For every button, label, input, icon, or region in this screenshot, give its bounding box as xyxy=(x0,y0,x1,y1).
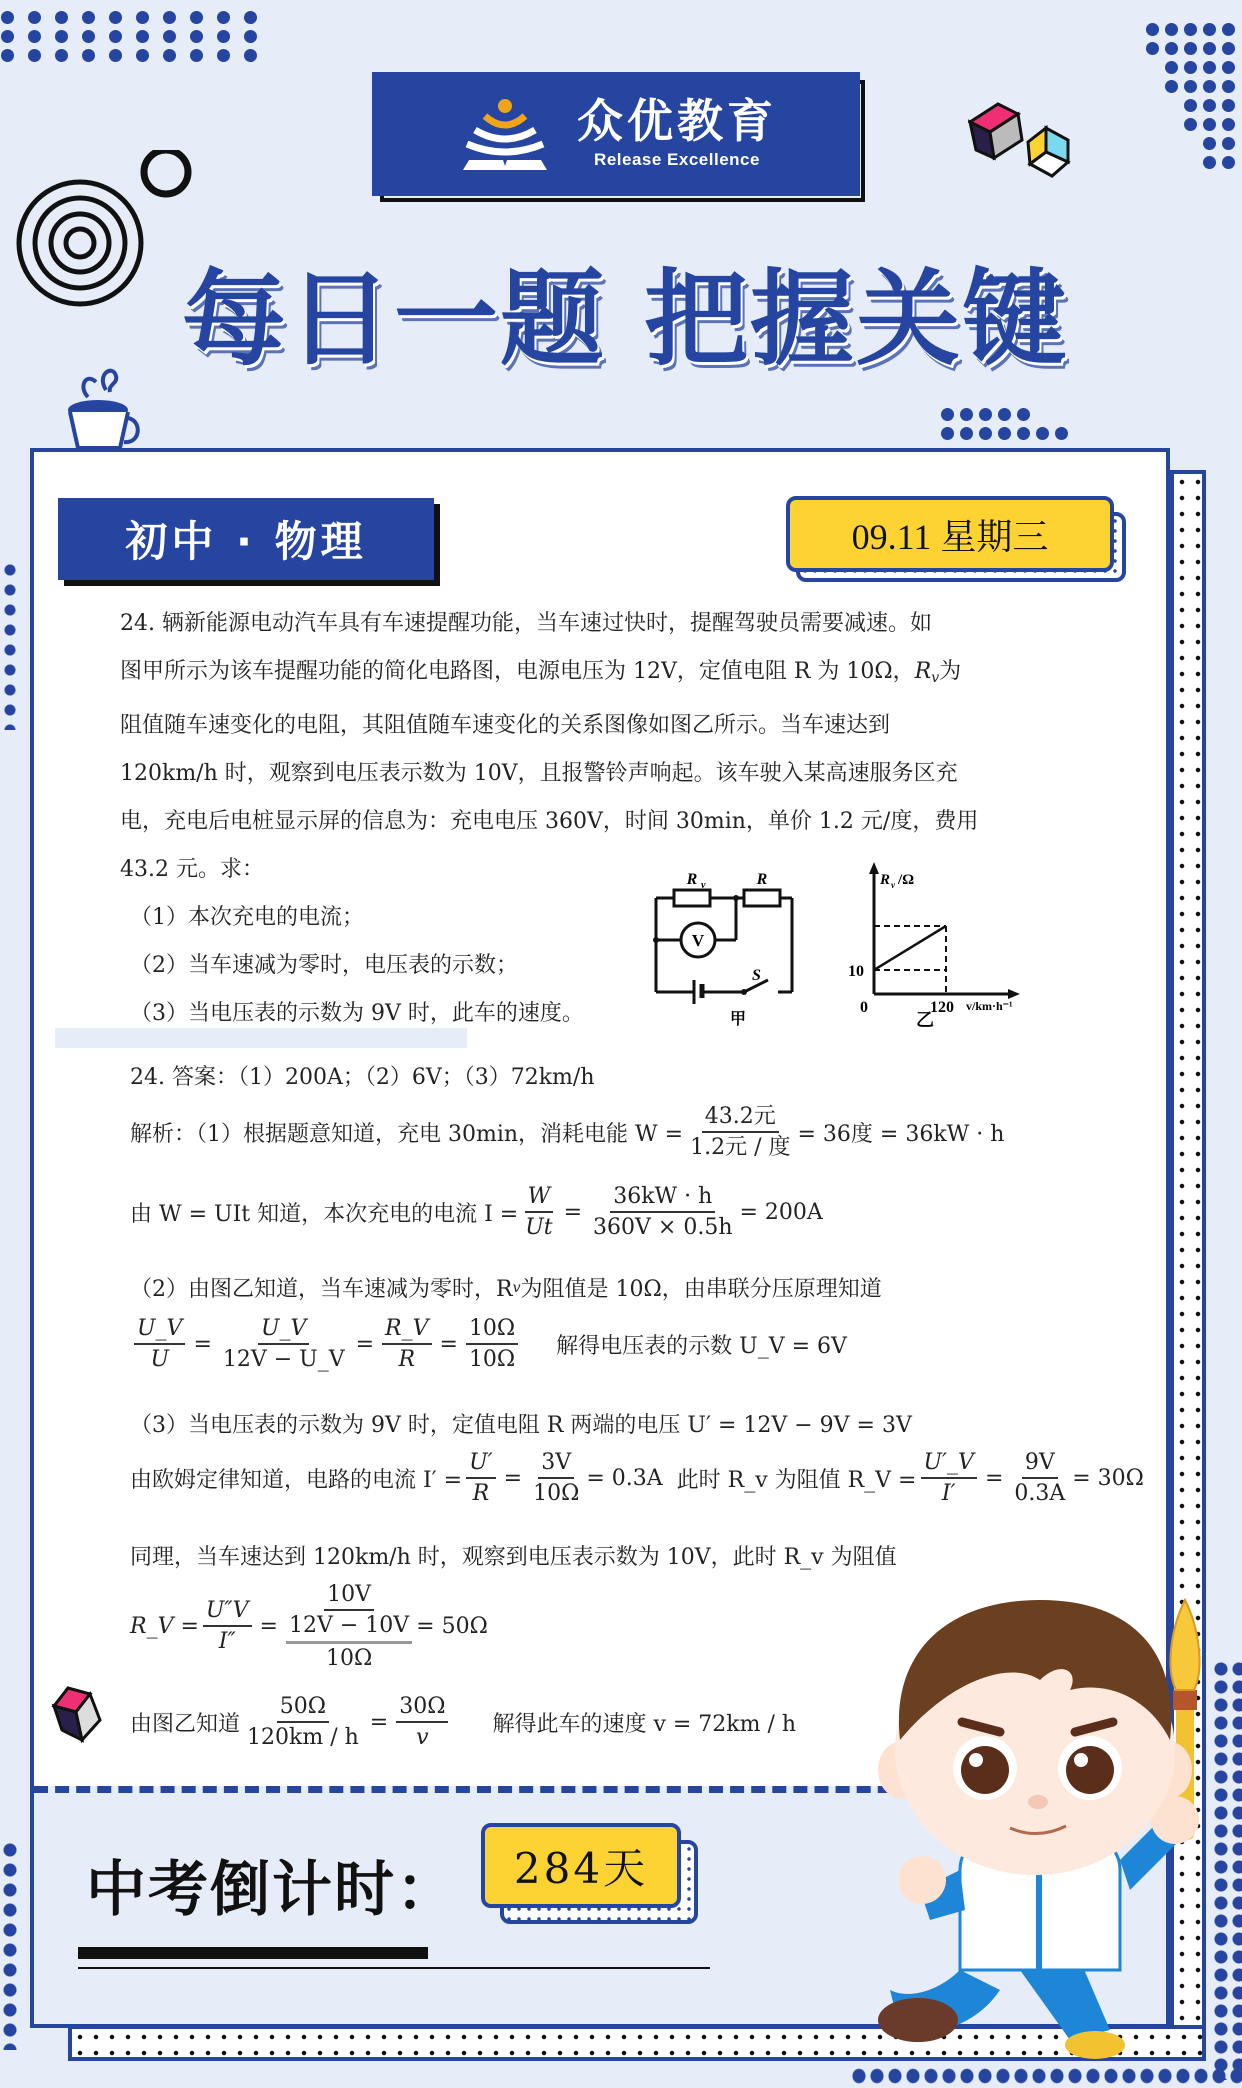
answer-part-3-intro: （3）当电压表的示数为 9V 时，定值电阻 R 两端的电压 U′ = 12V − 9V = 3V xyxy=(130,1413,912,1438)
headline: 每日一题 把握关键 xyxy=(181,258,1069,380)
circuit-and-graph-figure xyxy=(636,856,1048,1032)
caption-yi: 乙 xyxy=(916,1010,934,1030)
question-2: （2）当车速减为零时，电压表的示数； xyxy=(130,953,518,978)
dot-row-bottom xyxy=(850,2066,1242,2088)
dot-grid-mid-right xyxy=(938,405,1071,443)
answer-part-3-r50: R_V = $\frac{U''V}{I''}$ = 10V 12V − 10V 10Ω = 50Ω xyxy=(130,1582,488,1671)
svg-text:R: R xyxy=(686,871,698,888)
svg-text:v/km·h⁻¹: v/km·h⁻¹ xyxy=(966,999,1013,1013)
dot-grid-top-left xyxy=(0,8,264,65)
dot-column-left-bottom xyxy=(0,1840,22,2050)
question-1: （1）本次充电的电流； xyxy=(130,905,364,930)
countdown-label: 中考倒计时： xyxy=(86,1855,458,1925)
problem-line-3: 阻值随车速变化的电阻，其阻值随车速变化的关系图像如图乙所示。当车速达到 xyxy=(120,713,891,738)
cubes-icon xyxy=(968,100,1083,190)
cube-icon xyxy=(50,1684,110,1748)
answer-part-2-equation: $\frac{U\_V}{U}$ = $\frac{U\_V}{12V - U\_V}$ = $\frac{R\_V}{R}$ = $\frac{10\Omega}{10\Omega}$ 解得电压表的示数 U_V = 6V xyxy=(130,1316,847,1373)
answer-part-2-intro: （2）由图乙知道，当车速减为零时，R v 为阻值是 10Ω，由串联分压原理知道 xyxy=(130,1277,882,1302)
answer-step-2: 由 W = UIt 知道，本次充电的电流 I = $\frac{W}{Ut}$ = $\frac{36kW \cdot h}{360V \times 0.5h}$ = 200A xyxy=(130,1184,823,1241)
svg-text:S: S xyxy=(752,967,761,984)
problem-line-5: 电，充电后电桩显示屏的信息为：充电电压 360V，时间 30min，单价 1.2 元/度，费用 xyxy=(120,809,979,834)
svg-text:v: v xyxy=(891,880,895,890)
dot-column-right-bottom xyxy=(1212,1660,1242,2080)
problem-line-1: 24. 辆新能源电动汽车具有车速提醒功能，当车速过快时，提醒驾驶员需要减速。如 xyxy=(120,611,932,636)
brand-logo-icon xyxy=(455,94,555,174)
dot-grid-top-right xyxy=(1143,20,1238,172)
svg-text:10: 10 xyxy=(848,963,864,980)
problem-line-2: 图甲所示为该车提醒功能的简化电路图，电源电压为 12V，定值电阻 R 为 10Ω，$R_v$为 xyxy=(120,659,962,686)
circuit-diagram-jia xyxy=(656,890,792,1004)
answer-part-3-final: 由图乙知道 $\frac{50\Omega}{120km / h}$ = $\frac{30\Omega}{v}$ 解得此车的速度 v = 72km / h xyxy=(130,1694,797,1751)
svg-text:V: V xyxy=(691,931,705,950)
answer-summary: 24. 答案：（1）200A；（2）6V；（3）72km/h xyxy=(130,1065,595,1090)
brand-name-en: Release Excellence xyxy=(594,150,760,169)
brand-name-cn: 众优教育 xyxy=(577,94,777,148)
caption-jia: 甲 xyxy=(730,1011,747,1028)
date-tag: 09.11 星期三 xyxy=(786,496,1114,572)
answer-part-3-ohm: 由欧姆定律知道，电路的电流 I′ = $\frac{U'}{R}$ = $\frac{3V}{10\Omega}$ = 0.3A 此时 R_v 为阻值 R_V = $\frac{U'\_V}{I'}$ = $\frac{9V}{0.3A}$ = 30Ω xyxy=(130,1450,1144,1507)
dot-column-left xyxy=(0,560,20,730)
subject-tag: 初中 · 物理 xyxy=(58,498,434,580)
mascot-boy-illustration xyxy=(870,1590,1210,2060)
svg-text:0: 0 xyxy=(860,999,868,1016)
problem-line-6: 43.2 元。求： xyxy=(120,857,264,882)
svg-text:v: v xyxy=(701,880,706,891)
countdown-underline-thick xyxy=(78,1947,428,1959)
answer-part-3-same: 同理，当车速达到 120km/h 时，观察到电压表示数为 10V，此时 R_v 为阻值 xyxy=(130,1545,897,1570)
highlight-bar xyxy=(55,1028,467,1048)
countdown-badge: 284天 xyxy=(481,1823,681,1908)
problem-line-4: 120km/h 时，观察到电压表示数为 10V，且报警铃声响起。该车驶入某高速服务区充 xyxy=(120,761,958,786)
logo-banner xyxy=(372,72,860,196)
countdown-underline-thin xyxy=(78,1967,710,1969)
answer-step-1: 解析：（1）根据题意知道，充电 30min，消耗电能 W = $\frac{\text{43.2元}}{\text{1.2元 / 度}}$ = 36度 = 36kW · h xyxy=(130,1104,1005,1161)
svg-text:120: 120 xyxy=(930,999,954,1016)
svg-text:R: R xyxy=(756,871,768,888)
svg-text:R: R xyxy=(880,872,891,888)
question-3: （3）当电压表的示数为 9V 时，此车的速度。 xyxy=(130,1001,584,1026)
svg-text:/Ω: /Ω xyxy=(898,872,915,888)
coffee-cup-icon xyxy=(58,352,148,452)
